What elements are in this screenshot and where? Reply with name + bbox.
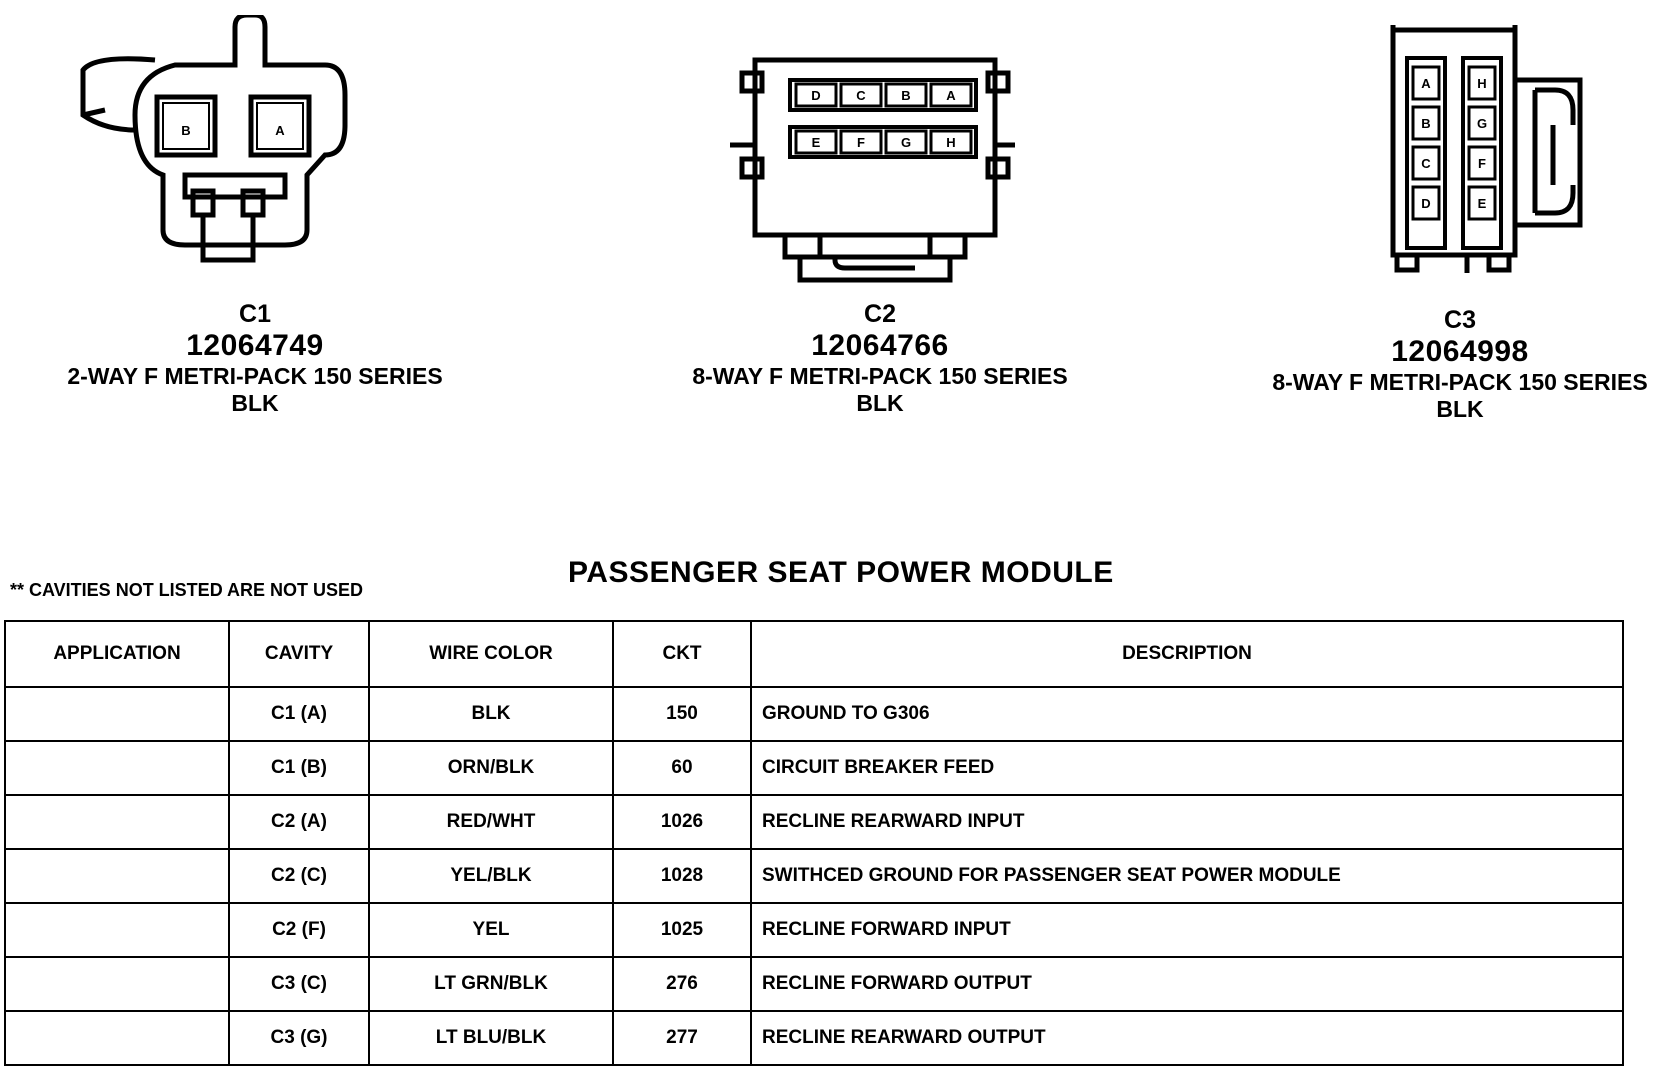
cell-description: GROUND TO G306 <box>751 687 1623 741</box>
cell-ckt: 150 <box>613 687 751 741</box>
c1-color: BLK <box>231 389 279 416</box>
cell-cavity: C2 (F) <box>229 903 369 957</box>
cell-application <box>5 849 229 903</box>
table-row <box>5 957 1623 1011</box>
c2-cavity-a: A <box>946 88 956 103</box>
c3-part-number: 12064998 <box>1391 334 1529 368</box>
header-application: APPLICATION <box>5 621 229 687</box>
cell-cavity: C1 (B) <box>229 741 369 795</box>
c1-series: 2-WAY F METRI-PACK 150 SERIES <box>67 363 443 390</box>
connector-c1-drawing <box>75 15 355 285</box>
c2-cavity-c: C <box>856 88 866 103</box>
c3-cavity-d: D <box>1421 196 1431 211</box>
cell-wire-color: LT BLU/BLK <box>369 1011 613 1065</box>
cell-wire-color: YEL <box>369 903 613 957</box>
cell-cavity: C3 (C) <box>229 957 369 1011</box>
c1-cavity-b: B <box>181 123 191 138</box>
cell-ckt: 1025 <box>613 903 751 957</box>
cell-cavity: C2 (C) <box>229 849 369 903</box>
cell-ckt: 60 <box>613 741 751 795</box>
table-row <box>5 795 1623 849</box>
header-cavity: CAVITY <box>229 621 369 687</box>
c3-cavity-a: A <box>1421 76 1431 91</box>
pinout-table <box>4 620 1624 1066</box>
cell-wire-color: LT GRN/BLK <box>369 957 613 1011</box>
cell-description: RECLINE FORWARD INPUT <box>751 903 1623 957</box>
cell-wire-color: YEL/BLK <box>369 849 613 903</box>
c3-cavity-h: H <box>1477 76 1487 91</box>
c1-part-number: 12064749 <box>186 328 324 362</box>
header-description: DESCRIPTION <box>751 621 1623 687</box>
cell-wire-color: ORN/BLK <box>369 741 613 795</box>
cell-application <box>5 903 229 957</box>
cell-description: RECLINE REARWARD INPUT <box>751 795 1623 849</box>
c2-cavity-h: H <box>946 135 956 150</box>
c2-cavity-f: F <box>857 135 865 150</box>
header-ckt: CKT <box>613 621 751 687</box>
table-row <box>5 741 1623 795</box>
connector-c2-drawing <box>730 55 1020 285</box>
c2-id: C2 <box>864 300 896 328</box>
cell-wire-color: BLK <box>369 687 613 741</box>
cell-ckt: 277 <box>613 1011 751 1065</box>
cell-description: RECLINE REARWARD OUTPUT <box>751 1011 1623 1065</box>
connector-c3-drawing <box>1385 25 1595 275</box>
c3-id: C3 <box>1444 306 1476 334</box>
table-row <box>5 849 1623 903</box>
cell-application <box>5 687 229 741</box>
c2-part-number: 12064766 <box>811 328 949 362</box>
cell-description: RECLINE FORWARD OUTPUT <box>751 957 1623 1011</box>
cell-ckt: 1028 <box>613 849 751 903</box>
connector-c2-labels <box>665 300 1095 416</box>
table-row <box>5 687 1623 741</box>
c3-cavity-g: G <box>1476 116 1488 131</box>
c3-series: 8-WAY F METRI-PACK 150 SERIES <box>1272 369 1648 396</box>
cell-application <box>5 957 229 1011</box>
c2-cavity-e: E <box>811 135 821 150</box>
c1-id: C1 <box>239 300 271 328</box>
cell-description: SWITHCED GROUND FOR PASSENGER SEAT POWER MODULE <box>751 849 1623 903</box>
c3-cavity-c: C <box>1421 156 1431 171</box>
cell-ckt: 1026 <box>613 795 751 849</box>
cell-cavity: C1 (A) <box>229 687 369 741</box>
c3-cavity-b: B <box>1421 116 1431 131</box>
c2-series: 8-WAY F METRI-PACK 150 SERIES <box>692 363 1068 390</box>
c2-cavity-g: G <box>900 135 912 150</box>
connector-c1-labels <box>40 300 470 416</box>
cell-cavity: C3 (G) <box>229 1011 369 1065</box>
header-wire-color: WIRE COLOR <box>369 621 613 687</box>
cell-application <box>5 795 229 849</box>
table-row <box>5 903 1623 957</box>
c2-color: BLK <box>856 389 904 416</box>
c3-cavity-e: E <box>1477 196 1487 211</box>
cell-application <box>5 741 229 795</box>
cell-ckt: 276 <box>613 957 751 1011</box>
cell-description: CIRCUIT BREAKER FEED <box>751 741 1623 795</box>
unused-cavities-note: ** CAVITIES NOT LISTED ARE NOT USED <box>10 580 364 600</box>
cell-application <box>5 1011 229 1065</box>
c1-cavity-a: A <box>275 123 285 138</box>
c3-color: BLK <box>1436 395 1484 422</box>
table-title: PASSENGER SEAT POWER MODULE <box>568 556 1114 589</box>
connector-c3-labels <box>1250 306 1670 422</box>
c3-cavity-f: F <box>1478 156 1486 171</box>
table-header-row <box>5 621 1623 687</box>
cell-wire-color: RED/WHT <box>369 795 613 849</box>
c2-cavity-b: B <box>901 88 911 103</box>
c2-cavity-d: D <box>811 88 821 103</box>
cell-cavity: C2 (A) <box>229 795 369 849</box>
table-row <box>5 1011 1623 1065</box>
